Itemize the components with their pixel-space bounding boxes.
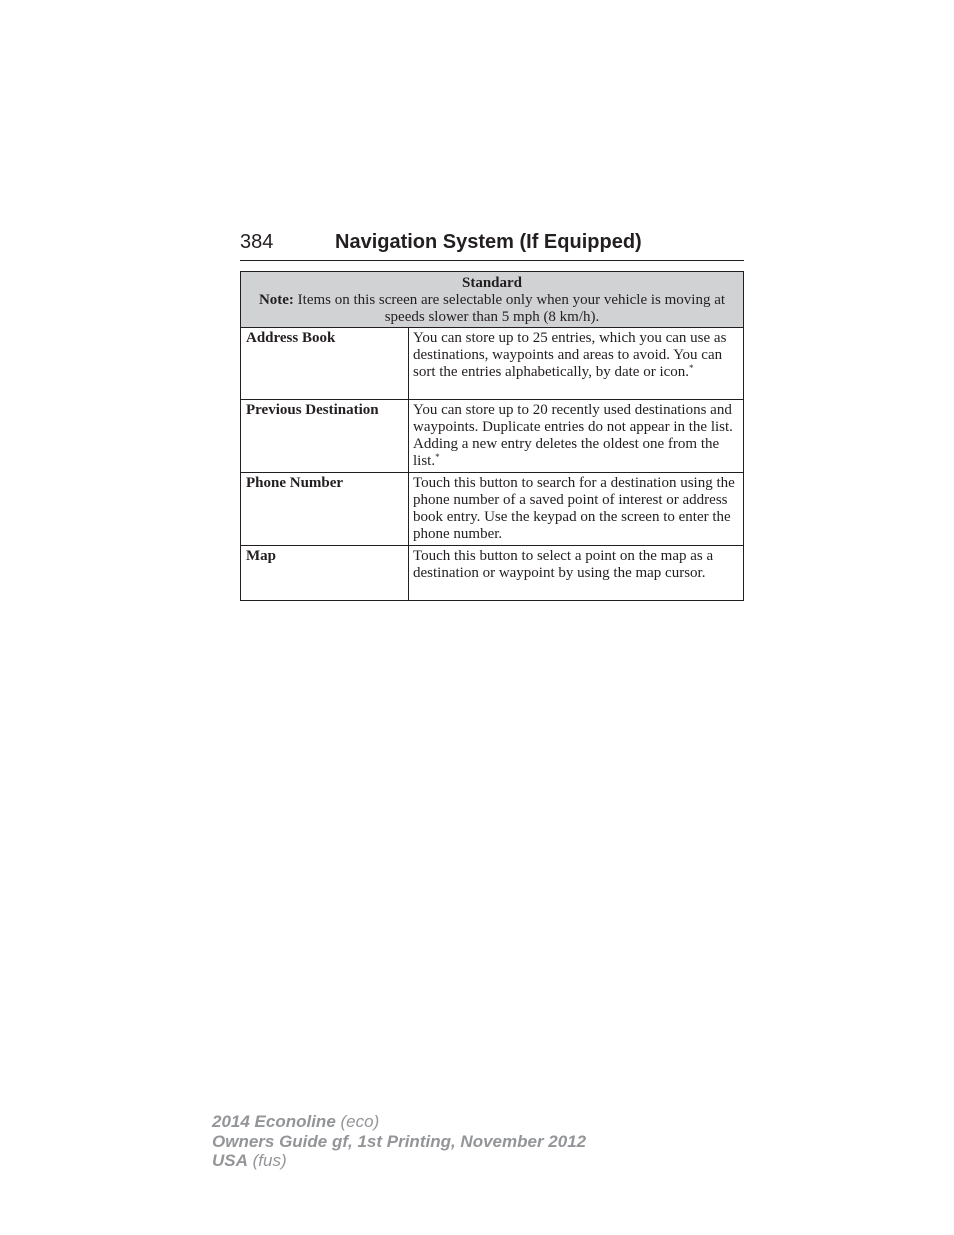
table-header-cell [241,272,744,328]
description-cell [409,328,744,400]
note-label: Note: [258,292,294,308]
page-number: 384 [240,231,274,253]
note-text: Items on this screen are selectable only when your vehicle is moving at speeds slower than 5 mph (8 km/h). [293,292,726,325]
footnote-marker: * [435,452,440,462]
description-text: You can store up to 25 entries, which you can use as destinations, waypoints and areas to avoid. You can sort the entries alphabetically, by date or icon. [413,330,727,380]
footer-model: 2014 Econoline [212,1112,336,1131]
table-row [241,473,744,546]
footer-model-line [212,1112,586,1132]
page-header [240,228,744,261]
table-row [241,328,744,400]
footer-market-line [212,1151,586,1171]
table-row [241,546,744,601]
footer-market: USA [212,1151,248,1170]
section-title: Navigation System (If Equipped) [335,231,642,253]
term-cell: Previous Destination [241,400,409,473]
description-cell [409,400,744,473]
description-text: You can store up to 20 recently used destinations and waypoints. Duplicate entries do not appear in the list. Adding a new entry deletes the oldest one from the list. [413,402,733,469]
table-heading: Standard [461,275,523,291]
description-text: Touch this button to search for a destination using the phone number of a saved point of interest or address book entry. Use the keypad on the screen to enter the phone number. [413,475,735,542]
footer-market-code: (fus) [247,1151,287,1170]
destination-options-table [240,271,744,601]
table-header-row [241,272,744,328]
description-cell [409,546,744,601]
term-cell: Phone Number [241,473,409,546]
footer-model-code: (eco) [335,1112,380,1131]
footer-guide-line: Owners Guide gf, 1st Printing, November 2012 [212,1131,587,1151]
description-text: Touch this button to select a point on the map as a destination or waypoint by using the map cursor. [413,548,714,581]
term-cell: Map [241,546,409,601]
table-note [247,292,737,326]
table-row [241,400,744,473]
term-cell: Address Book [241,328,409,400]
description-cell [409,473,744,546]
page-footer [212,1112,586,1171]
footnote-marker: * [689,363,694,373]
